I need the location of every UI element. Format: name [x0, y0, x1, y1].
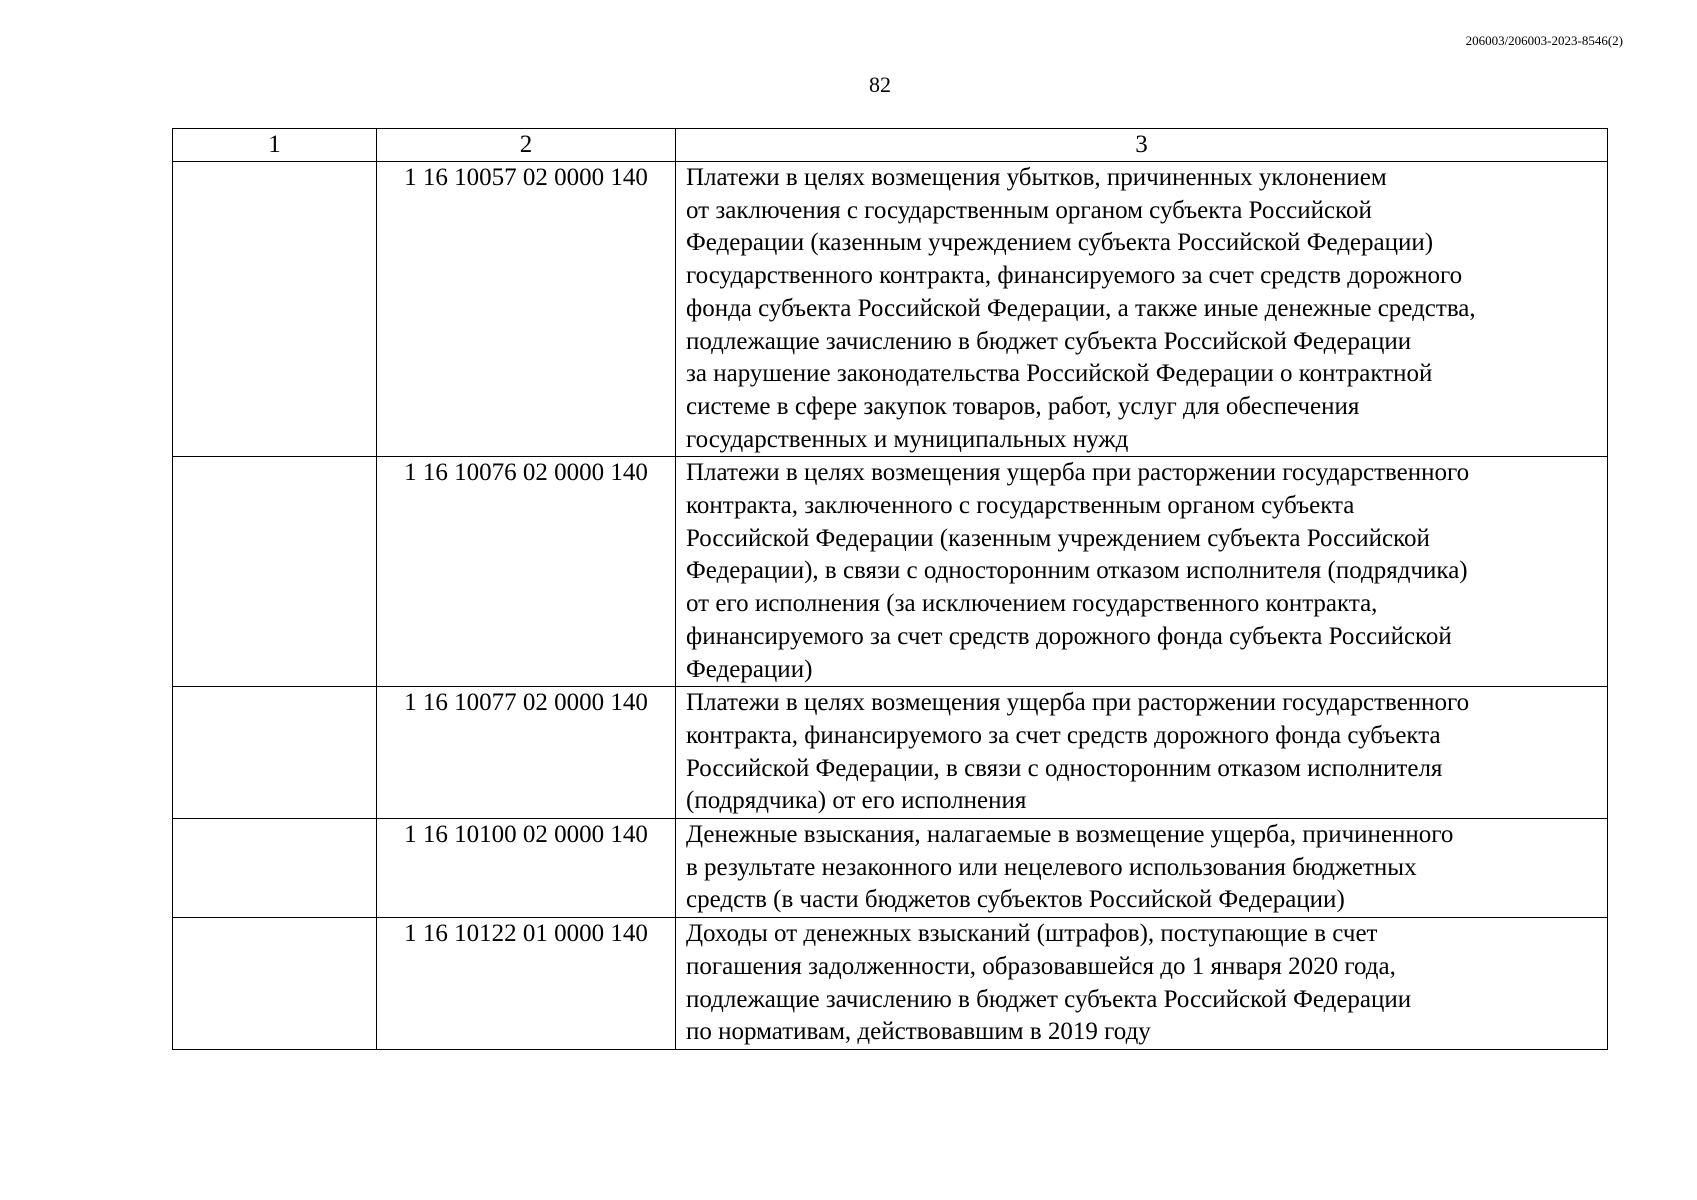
cell-col1: [173, 162, 377, 457]
description-line: системе в сфере закупок товаров, работ, услуг для обеспечения: [686, 392, 1360, 420]
column-header-3: 3: [676, 129, 1608, 162]
cell-col1: [173, 687, 377, 819]
document-id: 206003/206003-2023-8546(2): [1465, 33, 1623, 48]
revenue-description: [676, 162, 1608, 457]
description-line: Федерации): [686, 655, 813, 683]
description-line: контракта, финансируемого за счет средств дорожного фонда субъекта: [686, 721, 1441, 749]
cell-col1: [173, 918, 377, 1050]
revenue-description: [676, 918, 1608, 1050]
revenue-description: [676, 457, 1608, 687]
description-line: Доходы от денежных взысканий (штрафов), поступающие в счет: [686, 920, 1378, 948]
description-line: в результате незаконного или нецелевого использования бюджетных: [686, 853, 1417, 881]
description-line: подлежащие зачислению в бюджет субъекта Российской Федерации: [686, 985, 1412, 1013]
description-line: Платежи в целях возмещения убытков, причиненных уклонением: [686, 164, 1387, 191]
description-line: контракта, заключенного с государственным органом субъекта: [686, 492, 1355, 520]
revenue-code: 1 16 10100 02 0000 140: [377, 819, 676, 918]
table-row: [173, 457, 1608, 687]
table-row: [173, 162, 1608, 457]
table-row: [173, 918, 1608, 1050]
table-row: [173, 819, 1608, 918]
revenue-code: 1 16 10077 02 0000 140: [377, 687, 676, 819]
description-line: от заключения с государственным органом субъекта Российской: [686, 196, 1372, 224]
description-line: по нормативам, действовавшим в 2019 году: [686, 1018, 1151, 1046]
description-line: (подрядчика) от его исполнения: [686, 787, 1027, 815]
revenue-description: [676, 687, 1608, 819]
revenue-description: [676, 819, 1608, 918]
description-line: Российской Федерации, в связи с односторонним отказом исполнителя: [686, 754, 1443, 782]
description-line: государственных и муниципальных нужд: [686, 425, 1129, 453]
description-line: Федерации (казенным учреждением субъекта Российской Федерации): [686, 229, 1434, 257]
description-line: государственного контракта, финансируемого за счет средств дорожного: [686, 262, 1463, 290]
table-row: [173, 687, 1608, 819]
column-header-2: 2: [377, 129, 676, 162]
cell-col1: [173, 819, 377, 918]
revenue-code: 1 16 10122 01 0000 140: [377, 918, 676, 1050]
description-line: подлежащие зачислению в бюджет субъекта Российской Федерации: [686, 327, 1412, 355]
description-line: за нарушение законодательства Российской Федерации о контрактной: [686, 360, 1433, 388]
page-number: 82: [869, 72, 891, 97]
cell-col1: [173, 457, 377, 687]
description-line: Российской Федерации (казенным учреждением субъекта Российской: [686, 524, 1430, 552]
description-line: Платежи в целях возмещения ущерба при расторжении государственного: [686, 689, 1470, 717]
description-line: Денежные взыскания, налагаемые в возмещение ущерба, причиненного: [686, 821, 1454, 849]
revenue-codes-table: [172, 128, 1608, 1050]
column-header-1: 1: [173, 129, 377, 162]
description-line: от его исполнения (за исключением государственного контракта,: [686, 590, 1378, 618]
revenue-code: 1 16 10057 02 0000 140: [377, 162, 676, 457]
table-body: [173, 162, 1608, 1050]
description-line: Федерации), в связи с односторонним отказом исполнителя (подрядчика): [686, 557, 1468, 585]
revenue-code: 1 16 10076 02 0000 140: [377, 457, 676, 687]
description-line: фонда субъекта Российской Федерации, а также иные денежные средства,: [686, 294, 1476, 322]
description-line: финансируемого за счет средств дорожного фонда субъекта Российской: [686, 622, 1452, 650]
description-line: погашения задолженности, образовавшейся до 1 января 2020 года,: [686, 952, 1396, 980]
description-line: Платежи в целях возмещения ущерба при расторжении государственного: [686, 459, 1470, 487]
description-line: средств (в части бюджетов субъектов Российской Федерации): [686, 886, 1345, 914]
table-header-row: [173, 129, 1608, 162]
